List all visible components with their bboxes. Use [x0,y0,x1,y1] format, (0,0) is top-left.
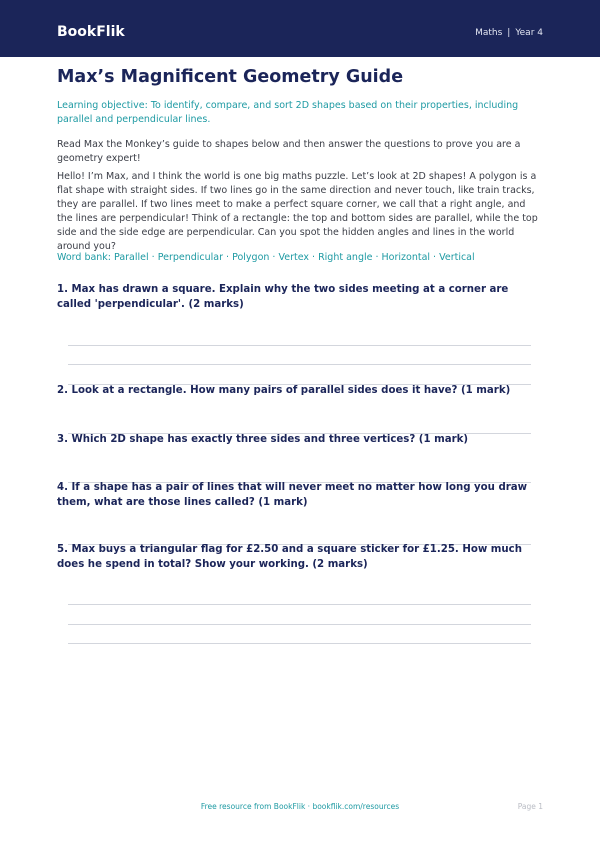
intro-text: Read Max the Monkey’s guide to shapes below and then answer the questions to prove you are a geometry expert! [57,139,521,164]
header-bar [0,0,600,57]
answer-line[interactable] [68,345,531,346]
page-number: Page 1 [517,802,543,811]
answer-line[interactable] [68,364,531,365]
subject-name: Maths [475,28,503,38]
question-1: 1. Max has drawn a square. Explain why the two sides meeting at a corner are called 'perpendicular'. (2 marks) [57,284,509,310]
word-bank: Word bank: Parallel · Perpendicular · Polygon · Vertex · Right angle · Horizontal · Vertical [57,252,475,263]
subject-label [475,26,543,40]
question-2: 2. Look at a rectangle. How many pairs of parallel sides does it have? (1 mark) [57,385,511,396]
answer-line[interactable] [68,604,531,605]
year-label: Year 4 [515,28,543,38]
brand-logo[interactable]: BookFlik [57,24,125,40]
question-3: 3. Which 2D shape has exactly three sides and three vertices? (1 mark) [57,434,469,445]
question-4: 4. If a shape has a pair of lines that will never meet no matter how long you draw them, what are those lines called? (1 mark) [57,482,528,508]
answer-line[interactable] [68,643,531,644]
footer-link[interactable]: Free resource from BookFlik · bookflik.com/resources [200,802,400,811]
reading-passage: Hello! I’m Max, and I think the world is one big maths puzzle. Let’s look at 2D shapes! A polygon is a flat shape with straight sides. If two lines go in the same direction and never touch, like train tracks, they are parallel. If two lines meet to make a perfect square corner, we call that a right angle, and the lines are perpendicular! Think of a rectangle: the top and bottom sides are parallel, while the top side and the side edge are perpendicular. Can you spot the hidden angles and lines in the world around you? [57,171,538,252]
worksheet-title: Max’s Magnificent Geometry Guide [57,67,404,87]
answer-line[interactable] [68,624,531,625]
learning-objective: Learning objective: To identify, compare, and sort 2D shapes based on their properties, including parallel and perpendicular lines. [57,100,519,125]
subject-separator: | [507,28,511,38]
question-5: 5. Max buys a triangular flag for £2.50 and a square sticker for £1.25. How much does he spend in total? Show your working. (2 marks) [57,544,522,570]
